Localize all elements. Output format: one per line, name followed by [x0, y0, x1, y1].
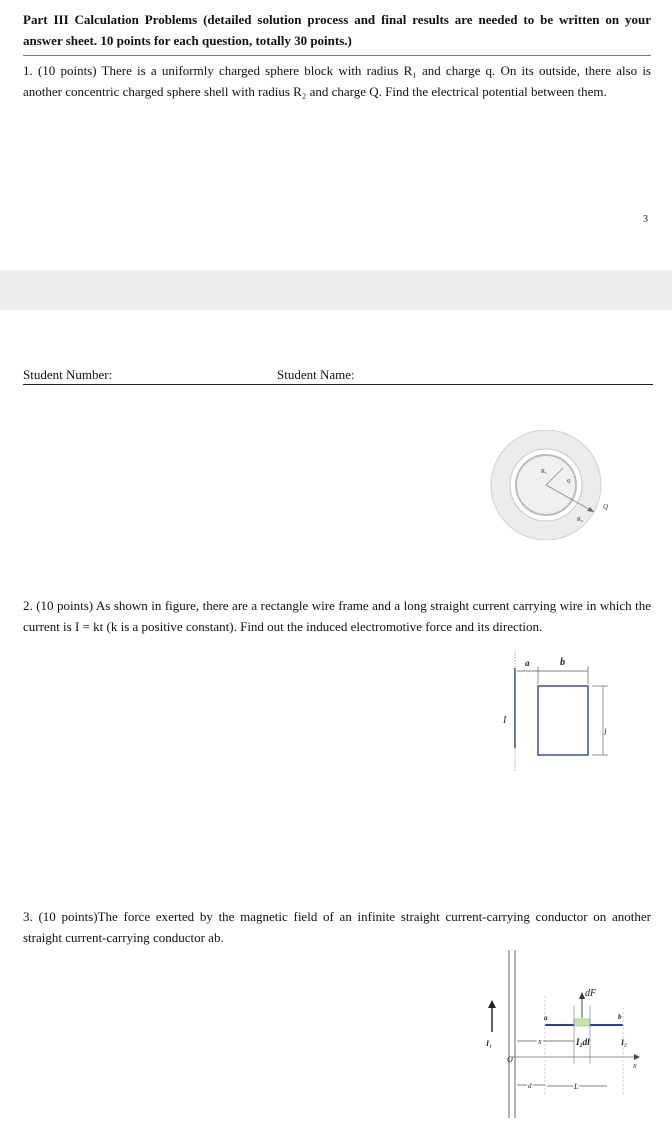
question-1-text: 1. (10 points) There is a uniformly charged sphere block with radius R₁ and charge q. On its outside, there also is another concentric charged sphere shell with radius R₂ and charge Q. Find the electrical potential between them. — [23, 63, 651, 99]
label-i2: I₂ — [621, 1038, 627, 1047]
label-r1: R₁ — [541, 469, 548, 475]
student-name-label: Student Name: — [277, 367, 355, 382]
label-df: dF⃗ — [585, 988, 604, 999]
page-number: 3 — [643, 214, 648, 225]
label-d: d — [528, 1082, 532, 1090]
rectangle-frame — [538, 686, 588, 755]
label-i2dl: I₂dl — [576, 1037, 590, 1047]
heading-divider — [23, 55, 651, 56]
page-1 — [0, 0, 672, 268]
student-number-label: Student Number: — [23, 367, 113, 382]
label-i1: I₁ — [486, 1039, 492, 1048]
label-l: L — [574, 1082, 579, 1091]
figure-wire-frame — [495, 644, 625, 774]
student-info-underline — [23, 384, 653, 385]
page-gap — [0, 270, 672, 310]
label-x-axis: x — [633, 1061, 637, 1070]
label-l: l — [604, 727, 607, 737]
label-b: b — [560, 657, 565, 668]
figure-conductor-force — [482, 946, 657, 1121]
label-current-i: I — [503, 715, 507, 726]
part-heading: Part III Calculation Problems (detailed solution process and final results are needed to be written on your answer sheet. 10 points for each question, totally 30 points.) — [23, 12, 651, 48]
label-q: q — [567, 478, 570, 484]
label-b: b — [618, 1013, 622, 1021]
label-a: a — [544, 1014, 548, 1022]
figure-concentric-spheres — [482, 430, 632, 540]
label-a: a — [525, 658, 530, 668]
current-i1-arrowhead — [488, 1000, 496, 1008]
question-2-text: 2. (10 points) As shown in figure, there are a rectangle wire frame and a long straight current carrying wire in which the current is I = kt (k is a positive constant). Find out the induced electromotive force and its direction. — [23, 598, 651, 634]
question-3-text: 3. (10 points)The force exerted by the magnetic field of an infinite straight current-carrying conductor on another straight current-carrying conductor ab. — [23, 909, 651, 945]
label-origin: O — [507, 1055, 513, 1064]
label-big-q: Q — [603, 503, 609, 511]
page-2 — [0, 312, 672, 1121]
x-axis-arrowhead — [634, 1054, 640, 1060]
label-x: x — [538, 1037, 542, 1046]
label-r2: R₂ — [577, 517, 584, 523]
current-element-highlight — [574, 1019, 590, 1026]
